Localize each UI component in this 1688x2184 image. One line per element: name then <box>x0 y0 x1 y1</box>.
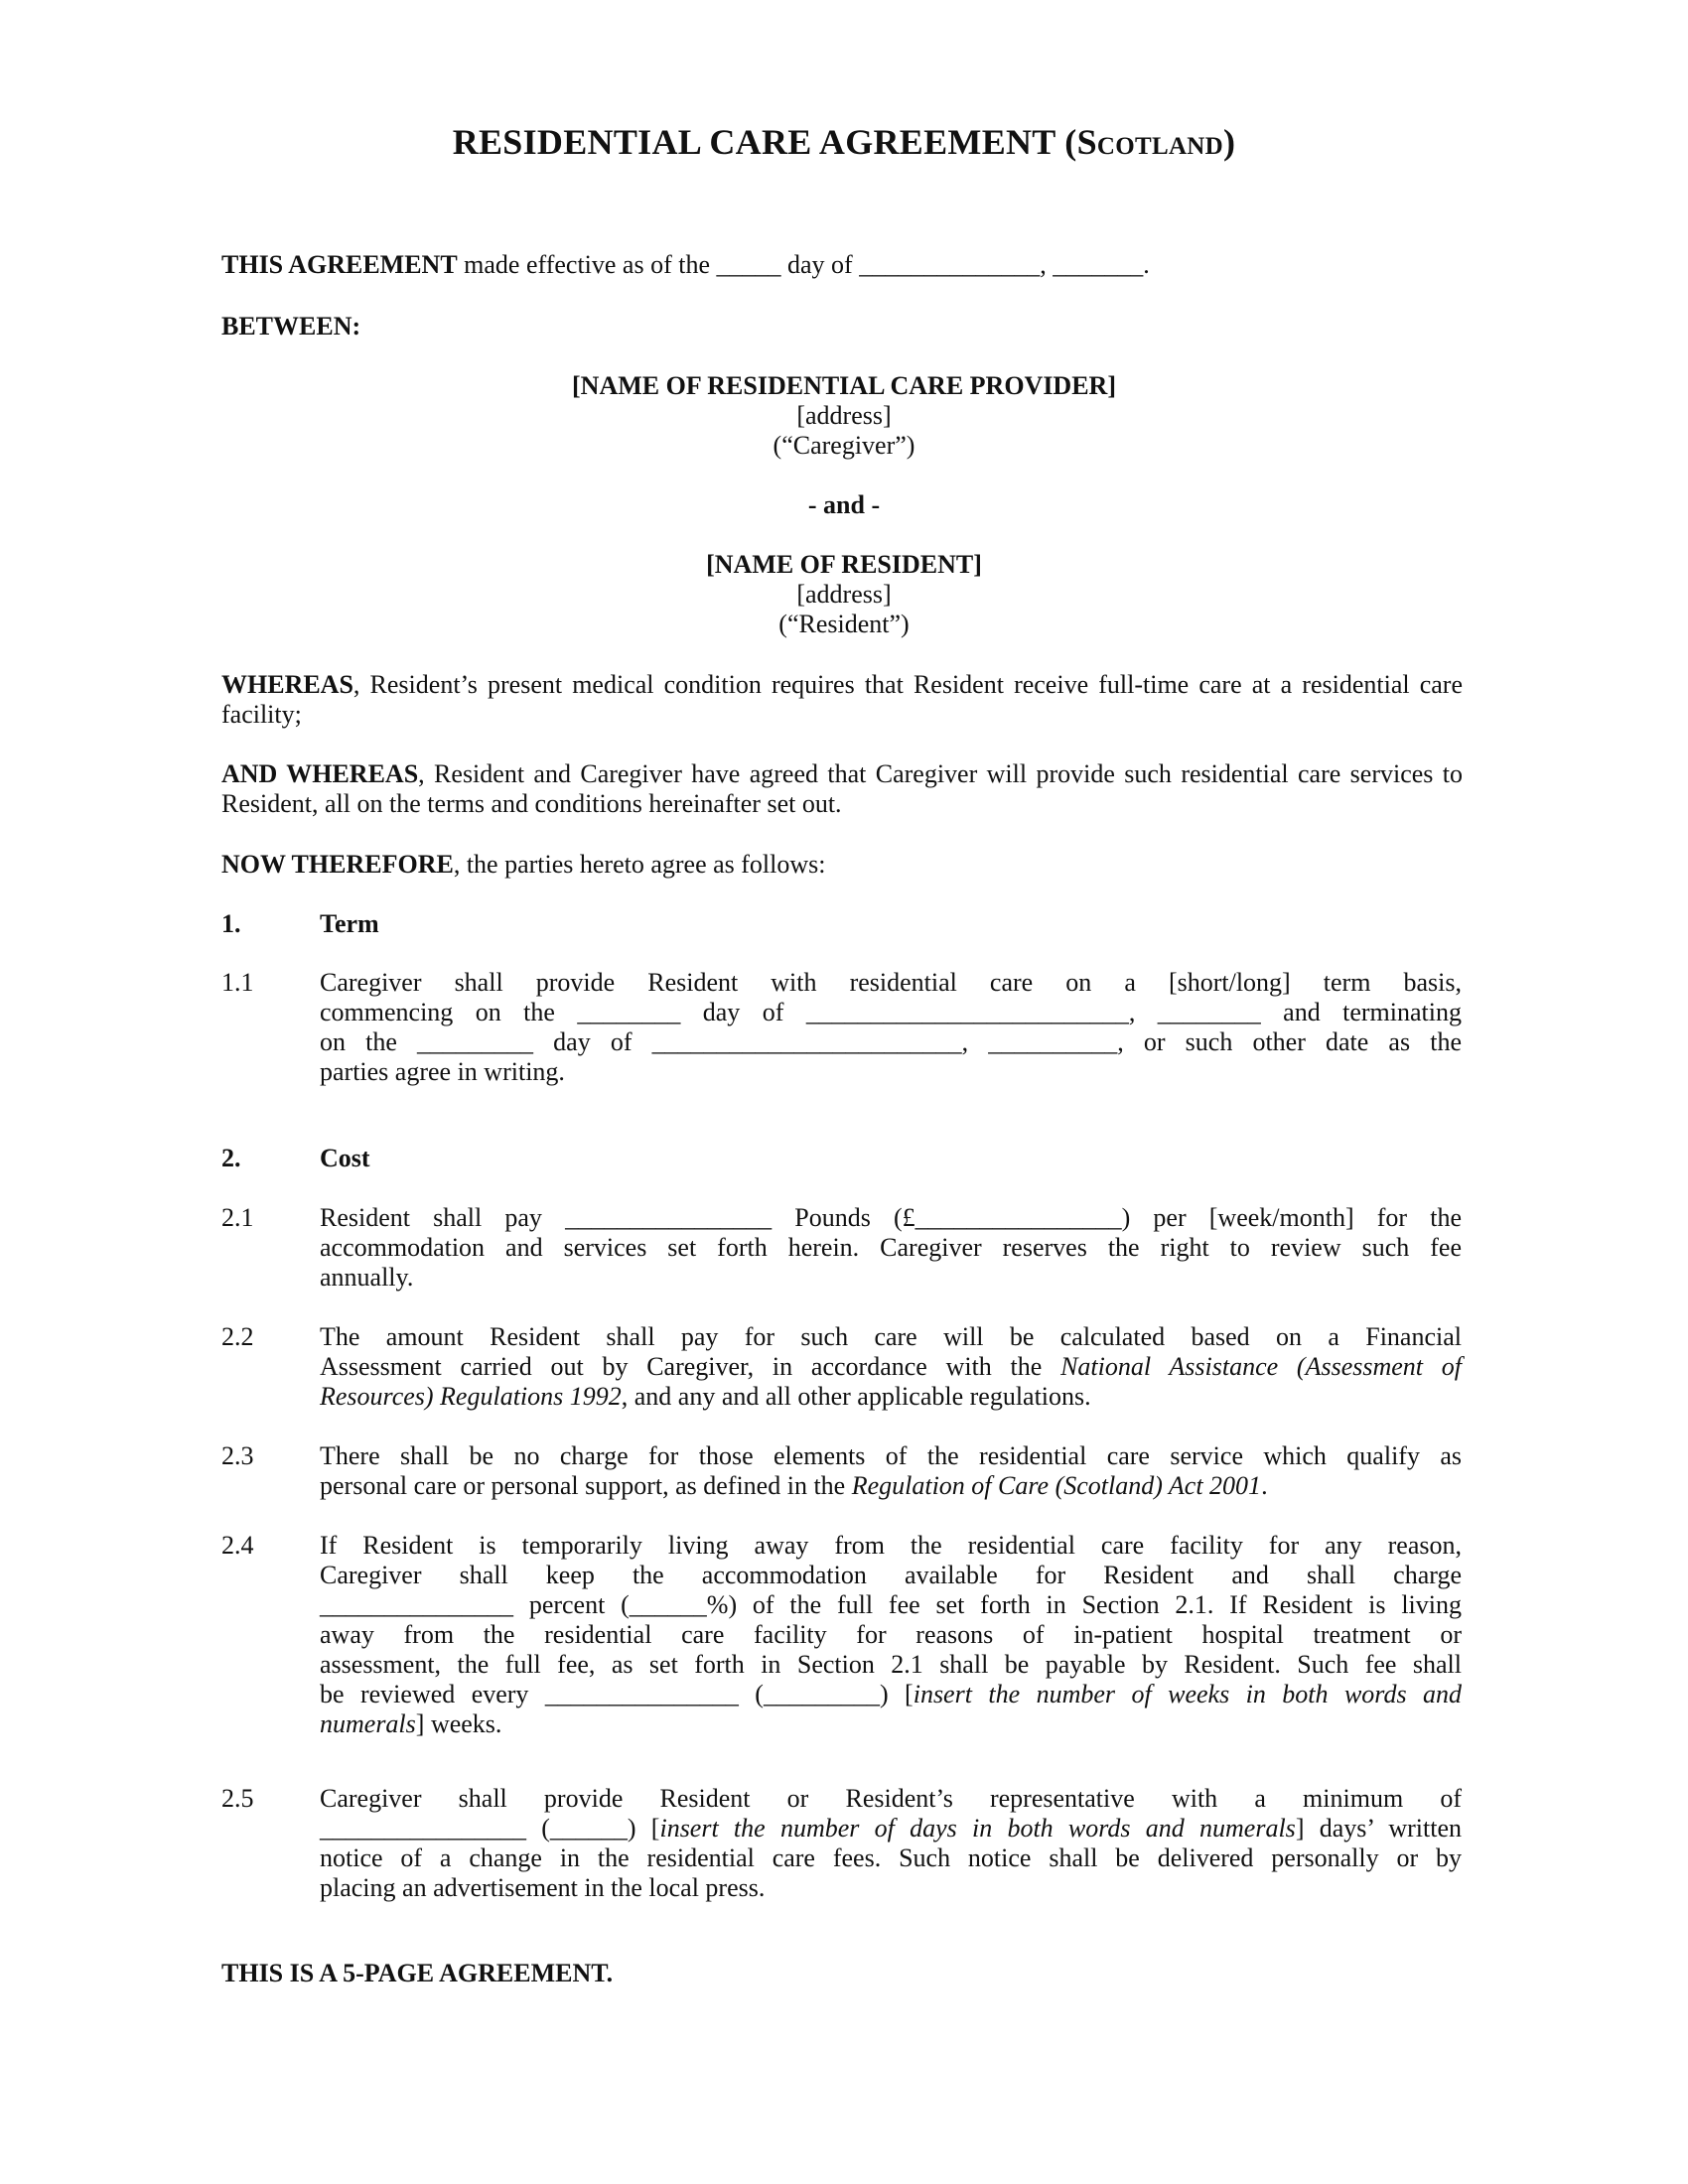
clause-1-1-line: commencing on the ________ day of _________________________, ________ and terminating <box>320 998 1462 1026</box>
statute-name: National Assistance (Assessment of <box>1060 1352 1463 1381</box>
party1-label: (“Caregiver”) <box>773 431 915 460</box>
clause-2-3-text-part: personal care or personal support, as defined in the <box>320 1471 852 1500</box>
instruction-text: insert the number of days in both words and numerals <box>659 1814 1296 1843</box>
clause-2-5-text <box>320 1784 1462 1903</box>
whereas1-lead: WHEREAS <box>221 670 353 699</box>
clause-1-1-number: 1.1 <box>221 968 254 997</box>
clause-2-2-text-part: , and any and all other applicable regulations. <box>621 1382 1091 1411</box>
party1-address: [address] <box>796 401 892 430</box>
statute-name: Resources) Regulations 1992 <box>320 1382 622 1411</box>
page-count-notice: THIS IS A 5-PAGE AGREEMENT. <box>221 1959 614 1987</box>
whereas2-lead: AND WHEREAS <box>221 759 419 788</box>
clause-2-5-number: 2.5 <box>221 1784 254 1813</box>
clause-2-1-number: 2.1 <box>221 1203 254 1232</box>
clause-2-4-text <box>320 1531 1462 1739</box>
clause-2-4-line: If Resident is temporarily living away from the residential care facility for any reason, <box>320 1531 1462 1560</box>
between-label: BETWEEN: <box>221 312 361 341</box>
clause-2-4-line <box>320 1680 1462 1709</box>
section-1-number: 1. <box>221 909 241 938</box>
clause-2-3-text-part: . <box>1261 1471 1268 1500</box>
clause-2-3-text <box>320 1441 1462 1501</box>
clause-1-1-line: parties agree in writing. <box>320 1057 565 1086</box>
section-2-number: 2. <box>221 1144 241 1172</box>
clause-2-5-text-part: ] days’ written <box>1295 1814 1462 1843</box>
party2-address: [address] <box>796 580 892 609</box>
intro-paragraph <box>221 250 1463 280</box>
whereas1-text: , Resident’s present medical condition requires that Resident receive full-time care at a residential care facility; <box>221 670 1463 729</box>
clause-2-4-text-part: be reviewed every _______________ (_________) [ <box>320 1680 914 1708</box>
section-2-heading: Cost <box>320 1144 370 1172</box>
clause-2-3-line: There shall be no charge for those elements of the residential care service which qualify as <box>320 1441 1462 1470</box>
intro-text: made effective as of the _____ day of ______________, _______. <box>457 250 1150 279</box>
clause-2-2-line: The amount Resident shall pay for such care will be calculated based on a Financial <box>320 1322 1462 1351</box>
clause-1-1-text <box>320 968 1462 1087</box>
clause-2-5-line: notice of a change in the residential care fees. Such notice shall be delivered personally or by <box>320 1843 1462 1872</box>
and-separator: - and - <box>807 490 881 519</box>
clause-2-4-number: 2.4 <box>221 1531 254 1560</box>
clause-2-3-line <box>320 1471 1462 1501</box>
title-main: RESIDENTIAL CARE AGREEMENT <box>452 122 1055 162</box>
party1-name: [NAME OF RESIDENTIAL CARE PROVIDER] <box>572 371 1116 400</box>
clause-2-1-text <box>320 1203 1462 1293</box>
clause-2-4-line: Caregiver shall keep the accommodation available for Resident and shall charge <box>320 1561 1462 1589</box>
section-1-heading: Term <box>320 909 379 938</box>
clause-2-2-line <box>320 1352 1462 1382</box>
party2-name: [NAME OF RESIDENT] <box>706 550 982 579</box>
clause-2-5-text-part: ________________ (______) [ <box>320 1814 660 1843</box>
clause-2-4-line: assessment, the full fee, as set forth in Section 2.1 shall be payable by Resident. Such fee shall <box>320 1650 1462 1679</box>
now-text: , the parties hereto agree as follows: <box>453 850 826 879</box>
whereas-paragraph-1 <box>221 670 1463 730</box>
now-therefore-paragraph <box>221 850 1463 880</box>
clause-2-5-line <box>320 1814 1462 1843</box>
statute-name: Regulation of Care (Scotland) Act 2001 <box>851 1471 1262 1500</box>
clause-2-4-text-part: ] weeks. <box>415 1709 502 1738</box>
clause-1-1-line: Caregiver shall provide Resident with residential care on a [short/long] term basis, <box>320 968 1462 997</box>
whereas2-text: , Resident and Caregiver have agreed that Caregiver will provide such residential care services to Resident, all on the terms and conditions hereinafter set out. <box>221 759 1464 818</box>
intro-lead: THIS AGREEMENT <box>221 250 458 279</box>
instruction-text: insert the number of weeks in both words and <box>913 1680 1462 1708</box>
clause-1-1-line: on the _________ day of ________________________, __________, or such other date as the <box>320 1027 1462 1056</box>
clause-2-2-line <box>320 1382 1462 1412</box>
clause-2-4-line: _______________ percent (______%) of the full fee set forth in Section 2.1. If Resident is living <box>320 1590 1462 1619</box>
instruction-text: numerals <box>320 1709 416 1738</box>
now-lead: NOW THEREFORE <box>221 850 454 879</box>
clause-2-1-line: Resident shall pay ________________ Pounds (£________________) per [week/month] for the <box>320 1203 1462 1232</box>
clause-2-2-text <box>320 1322 1462 1412</box>
clause-2-5-line: placing an advertisement in the local press. <box>320 1873 766 1902</box>
clause-2-1-line: accommodation and services set forth herein. Caregiver reserves the right to review such fee <box>320 1233 1462 1262</box>
clause-2-3-number: 2.3 <box>221 1441 254 1470</box>
clause-2-2-number: 2.2 <box>221 1322 254 1351</box>
whereas-paragraph-2 <box>221 759 1463 819</box>
party2-label: (“Resident”) <box>778 610 910 638</box>
clause-2-5-line: Caregiver shall provide Resident or Resident’s representative with a minimum of <box>320 1784 1462 1813</box>
document-title <box>0 121 1688 163</box>
clause-2-2-text-part: Assessment carried out by Caregiver, in accordance with the <box>320 1352 1061 1381</box>
clause-2-4-line: away from the residential care facility for reasons of in-patient hospital treatment or <box>320 1620 1462 1649</box>
clause-2-4-line <box>320 1709 1462 1739</box>
title-region: (Scotland) <box>1064 122 1236 162</box>
clause-2-1-line: annually. <box>320 1263 414 1292</box>
